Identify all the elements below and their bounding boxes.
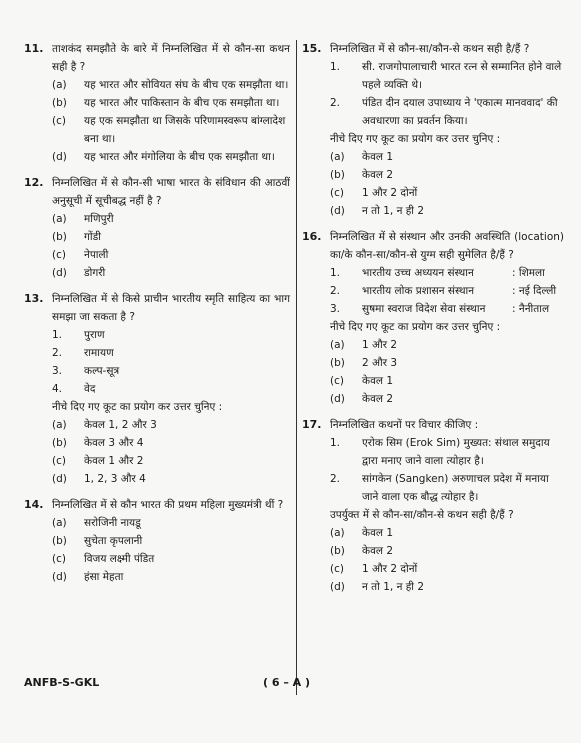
- option-item: [330, 166, 564, 184]
- option-item: [52, 148, 290, 166]
- option-item: [52, 470, 290, 488]
- pair-item: [330, 300, 564, 318]
- instruction-text: उपर्युक्त में से कौन-सा/कौन-से कथन सही है/हैं ?: [330, 509, 514, 521]
- option-text: सरोजिनी नायडू: [84, 517, 141, 529]
- option-item: [330, 560, 564, 578]
- option-item: [52, 76, 290, 94]
- statement-item: [52, 326, 290, 344]
- option-text: 2 और 3: [362, 357, 398, 369]
- institution-location: : नई दिल्ली: [512, 285, 557, 297]
- option-item: [52, 514, 290, 532]
- option-item: [330, 354, 564, 372]
- option-label: (c): [52, 553, 66, 565]
- question-text: निम्नलिखित में से कौन-सा/कौन-से कथन सही है/हैं ?: [330, 43, 530, 55]
- option-item: [330, 148, 564, 166]
- option-text: हंसा मेहता: [84, 571, 124, 583]
- statement-item: [330, 434, 564, 470]
- question-14: [24, 496, 290, 586]
- option-text: यह भारत और पाकिस्तान के बीच एक समझौता था।: [84, 97, 280, 109]
- option-label: (b): [52, 97, 67, 109]
- option-label: (a): [330, 527, 345, 539]
- pair-label: 3.: [330, 303, 341, 315]
- option-item: [330, 390, 564, 408]
- question-15: [302, 40, 564, 220]
- statement-label: 3.: [52, 365, 63, 377]
- page-number: ( 6 – A ): [263, 676, 311, 689]
- option-text: केवल 1 और 2: [84, 455, 144, 467]
- option-text: गोंडी: [84, 231, 101, 243]
- institution-name: भारतीय उच्च अध्ययन संस्थान: [362, 267, 474, 279]
- question-number: 13.: [24, 292, 44, 305]
- option-text: केवल 2: [362, 545, 394, 557]
- option-text: केवल 2: [362, 393, 394, 405]
- option-item: [52, 228, 290, 246]
- option-label: (a): [52, 79, 67, 91]
- question-number: 12.: [24, 176, 44, 189]
- pair-row: [362, 282, 564, 300]
- option-item: [52, 246, 290, 264]
- option-text: यह भारत और मंगोलिया के बीच एक समझौता था।: [84, 151, 275, 163]
- question-11: [24, 40, 290, 166]
- institution-location: : शिमला: [512, 267, 545, 279]
- statement-text: एरोक सिम (Erok Sim) मुख्यत: संथाल समुदाय द्वारा मनाए जाने वाला त्योहार है।: [362, 437, 550, 467]
- statement-item: [330, 470, 564, 506]
- option-label: (c): [330, 563, 344, 575]
- option-label: (b): [330, 169, 345, 181]
- option-label: (d): [52, 267, 67, 279]
- option-label: (d): [330, 393, 345, 405]
- statement-label: 4.: [52, 383, 63, 395]
- statement-label: 2.: [330, 473, 341, 485]
- option-item: [330, 524, 564, 542]
- option-text: डोगरी: [84, 267, 106, 279]
- option-text: 1 और 2: [362, 339, 398, 351]
- statement-item: [52, 362, 290, 380]
- option-text: न तो 1, न ही 2: [362, 205, 425, 217]
- option-item: [52, 568, 290, 586]
- option-text: 1, 2, 3 और 4: [84, 473, 146, 485]
- option-text: 1 और 2 दोनों: [362, 187, 418, 199]
- instruction-text: नीचे दिए गए कूट का प्रयोग कर उत्तर चुनिए :: [330, 133, 501, 145]
- option-label: (c): [330, 187, 344, 199]
- statement-text: रामायण: [84, 347, 114, 359]
- statement-text: वेद: [84, 383, 96, 395]
- option-label: (b): [52, 231, 67, 243]
- option-label: (a): [330, 151, 345, 163]
- column-divider: [296, 40, 297, 695]
- option-label: (a): [330, 339, 345, 351]
- pair-item: [330, 282, 564, 300]
- question-number: 14.: [24, 498, 44, 511]
- pair-row: [362, 300, 564, 318]
- question-16: [302, 228, 564, 408]
- option-item: [330, 372, 564, 390]
- option-label: (c): [330, 375, 344, 387]
- option-text: यह एक समझौता था जिसके परिणामस्वरूप बांग्लादेश बना था।: [84, 115, 286, 145]
- statement-text: पंडित दीन दयाल उपाध्याय ने 'एकात्म मानववाद' की अवधारणा का प्रवर्तन किया।: [362, 97, 558, 127]
- option-item: [52, 94, 290, 112]
- question-text: निम्नलिखित में से संस्थान और उनकी अवस्थिति (location) का/के कौन-सा/कौन-से युग्म सही सुमेलित है/हैं ?: [330, 231, 564, 261]
- statement-text: सांगकेन (Sangken) अरुणाचल प्रदेश में मनाया जाने वाला एक बौद्ध त्योहार है।: [362, 473, 549, 503]
- option-text: सुचेता कृपलानी: [84, 535, 143, 547]
- question-number: 16.: [302, 230, 322, 243]
- option-label: (c): [52, 115, 66, 127]
- option-text: केवल 1: [362, 151, 394, 163]
- option-item: [52, 532, 290, 550]
- statement-label: 1.: [330, 61, 341, 73]
- option-label: (d): [52, 151, 67, 163]
- option-text: केवल 3 और 4: [84, 437, 144, 449]
- question-13: [24, 290, 290, 488]
- option-label: (b): [52, 437, 67, 449]
- option-label: (b): [330, 357, 345, 369]
- statement-item: [330, 58, 564, 94]
- pair-label: 2.: [330, 285, 341, 297]
- question-text: निम्नलिखित में से कौन-सी भाषा भारत के संविधान की आठवीं अनुसूची में सूचीबद्ध नहीं है ?: [52, 177, 290, 207]
- option-label: (d): [330, 581, 345, 593]
- option-item: [330, 184, 564, 202]
- pair-item: [330, 264, 564, 282]
- statement-item: [52, 344, 290, 362]
- statement-label: 1.: [52, 329, 63, 341]
- question-17: [302, 416, 564, 596]
- pair-row: [362, 264, 564, 282]
- option-text: मणिपुरी: [84, 213, 114, 225]
- option-text: विजय लक्ष्मी पंडित: [84, 553, 155, 565]
- option-label: (d): [52, 473, 67, 485]
- option-item: [52, 210, 290, 228]
- question-number: 15.: [302, 42, 322, 55]
- option-text: न तो 1, न ही 2: [362, 581, 425, 593]
- left-column: [24, 40, 290, 594]
- statement-item: [52, 380, 290, 398]
- question-text: निम्नलिखित में से किसे प्राचीन भारतीय स्मृति साहित्य का भाग समझा जा सकता है ?: [52, 293, 290, 323]
- question-number: 17.: [302, 418, 322, 431]
- question-text: निम्नलिखित कथनों पर विचार कीजिए :: [330, 419, 479, 431]
- option-label: (a): [52, 517, 67, 529]
- option-item: [330, 542, 564, 560]
- option-item: [52, 416, 290, 434]
- paper-code: ANFB-S-GKL: [24, 676, 100, 689]
- option-item: [52, 550, 290, 568]
- option-label: (b): [330, 545, 345, 557]
- option-item: [330, 578, 564, 596]
- question-number: 11.: [24, 42, 44, 55]
- instruction-text: नीचे दिए गए कूट का प्रयोग कर उत्तर चुनिए :: [330, 321, 501, 333]
- option-text: यह भारत और सोवियत संघ के बीच एक समझौता था।: [84, 79, 289, 91]
- statement-label: 2.: [52, 347, 63, 359]
- option-label: (d): [52, 571, 67, 583]
- institution-name: सुषमा स्वराज विदेश सेवा संस्थान: [362, 303, 486, 315]
- statement-label: 1.: [330, 437, 341, 449]
- institution-name: भारतीय लोक प्रशासन संस्थान: [362, 285, 475, 297]
- option-item: [52, 112, 290, 148]
- option-text: केवल 1, 2 और 3: [84, 419, 157, 431]
- option-item: [330, 336, 564, 354]
- right-column: [302, 40, 564, 604]
- option-text: नेपाली: [84, 249, 109, 261]
- statement-text: पुराण: [84, 329, 105, 341]
- option-label: (c): [52, 455, 66, 467]
- statement-item: [330, 94, 564, 130]
- option-label: (b): [52, 535, 67, 547]
- option-label: (a): [52, 213, 67, 225]
- option-label: (c): [52, 249, 66, 261]
- statement-text: कल्प-सूत्र: [84, 365, 120, 377]
- instruction-text: नीचे दिए गए कूट का प्रयोग कर उत्तर चुनिए :: [52, 401, 223, 413]
- question-12: [24, 174, 290, 282]
- pair-label: 1.: [330, 267, 341, 279]
- institution-location: : नैनीताल: [512, 303, 550, 315]
- option-item: [52, 264, 290, 282]
- option-item: [52, 434, 290, 452]
- statement-text: सी. राजगोपालाचारी भारत रत्न से सम्मानित होने वाले पहले व्यक्ति थे।: [362, 61, 562, 91]
- option-text: केवल 1: [362, 375, 394, 387]
- question-text: ताशकंद समझौते के बारे में निम्नलिखित में से कौन-सा कथन सही है ?: [52, 43, 290, 73]
- statement-label: 2.: [330, 97, 341, 109]
- option-text: केवल 2: [362, 169, 394, 181]
- option-label: (d): [330, 205, 345, 217]
- option-item: [52, 452, 290, 470]
- question-text: निम्नलिखित में से कौन भारत की प्रथम महिला मुख्यमंत्री थीं ?: [52, 499, 284, 511]
- option-label: (a): [52, 419, 67, 431]
- option-item: [330, 202, 564, 220]
- option-text: 1 और 2 दोनों: [362, 563, 418, 575]
- option-text: केवल 1: [362, 527, 394, 539]
